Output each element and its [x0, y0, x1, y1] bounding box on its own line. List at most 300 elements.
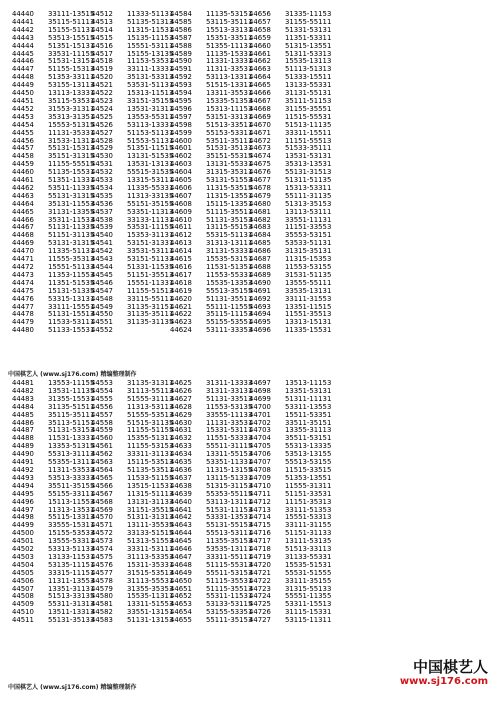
move-sequence: 13531-13131: [127, 160, 174, 169]
problem-number: 44555: [91, 394, 113, 403]
problem-number: 44488: [12, 434, 34, 443]
problem-number: 44571: [91, 521, 113, 530]
problem-number: 44696: [249, 326, 271, 335]
move-sequence: 33111-31155: [285, 521, 332, 530]
move-sequence: 31311-13333: [206, 379, 253, 387]
move-sequence: 13555-53311: [48, 537, 95, 546]
problem-number: 44524: [91, 104, 113, 113]
problem-number: 44512: [91, 10, 113, 18]
move-sequence: 13351-11515: [285, 302, 332, 311]
problem-number: 44447: [12, 65, 34, 74]
problem-number: 44521: [91, 81, 113, 90]
move-sequence: 11313-53113: [127, 402, 174, 411]
move-sequence: 13311-51553: [127, 600, 174, 609]
problem-number: 44474: [12, 278, 34, 287]
move-sequence: 51313-35153: [285, 199, 332, 208]
move-sequence: 55311-31313: [48, 600, 95, 609]
problem-number: 44536: [91, 199, 113, 208]
problem-number-column: [249, 11, 273, 335]
move-sequence: 11351-51535: [48, 278, 95, 287]
move-sequence: 31131-13355: [48, 207, 95, 216]
move-sequence: 51333-15511: [285, 73, 332, 82]
move-sequence: 11333-51131: [127, 10, 174, 18]
move-sequence: 31113-55531: [127, 576, 174, 585]
problem-number: 44647: [170, 552, 192, 561]
problem-number: 44472: [12, 263, 34, 271]
move-sequence: 53133-53115: [206, 600, 253, 609]
problem-number: 44518: [91, 57, 113, 66]
problem-number: 44445: [12, 49, 34, 58]
move-sequence: 35313-13531: [285, 160, 332, 169]
move-sequence: 15553-51315: [48, 120, 95, 129]
problem-number: 44496: [12, 497, 34, 506]
problem-number: 44645: [170, 537, 192, 546]
problem-number: 44561: [91, 442, 113, 451]
move-sequence: 11313-13531: [48, 505, 95, 514]
watermark-url: www.sj176.com: [399, 676, 488, 687]
watermark-logo: [400, 659, 488, 688]
move-sequence: 55111-35153: [206, 616, 253, 625]
move-sequence-column: [194, 10, 253, 335]
move-sequence: 15551-53111: [127, 41, 174, 50]
move-sequence: 33551-11131: [285, 215, 332, 224]
move-sequence: 13515-11531: [127, 481, 174, 490]
problem-number: 44476: [12, 294, 34, 303]
problem-number: 44498: [12, 513, 34, 522]
move-sequence: 53311-13553: [285, 402, 332, 411]
move-sequence: 15535-13353: [206, 278, 253, 287]
problem-number: 44497: [12, 505, 34, 514]
problem-number: 44508: [12, 592, 34, 601]
problem-number: 44566: [91, 481, 113, 490]
problem-number: 44463: [12, 191, 34, 200]
move-sequence: 31135-31151: [127, 302, 174, 311]
move-sequence: 53113-13111: [206, 497, 253, 506]
move-sequence: 31533-11311: [48, 136, 95, 145]
problem-number: 44475: [12, 286, 34, 295]
move-sequence-column: [115, 10, 174, 335]
problem-number: 44587: [170, 33, 192, 42]
move-sequence: 15551-11331: [127, 278, 174, 287]
move-sequence: 13511-13313: [48, 608, 95, 617]
move-sequence: 55155-33111: [48, 489, 95, 498]
problem-number: 44692: [249, 294, 271, 303]
problem-number: 44663: [249, 65, 271, 74]
move-sequence: 13131-55331: [206, 160, 253, 169]
problem-number: 44462: [12, 183, 34, 192]
problem-number: 44593: [170, 81, 192, 90]
problem-number: 44637: [170, 473, 192, 482]
move-sequence: 11553-55331: [206, 270, 253, 279]
move-sequence-column: [36, 379, 95, 625]
move-sequence: 31133-55331: [285, 552, 332, 561]
move-sequence: 35115-53531: [48, 96, 95, 105]
move-sequence: 33111-15551: [48, 302, 95, 311]
problem-number: 44598: [170, 120, 192, 129]
move-sequence: 11151-35313: [285, 497, 332, 506]
move-sequence: 55131-15313: [48, 144, 95, 153]
problem-number: 44584: [170, 10, 192, 18]
problem-number: 44624: [170, 326, 192, 335]
problem-number: 44519: [91, 65, 113, 74]
problem-number: 44444: [12, 41, 34, 50]
move-sequence: 13531-11135: [48, 386, 95, 395]
move-sequence: 13311-35531: [206, 89, 253, 98]
problem-number: 44613: [170, 239, 192, 248]
move-sequence-column: [273, 10, 332, 335]
problem-number: 44707: [249, 458, 271, 467]
move-sequence: 13131-51535: [127, 152, 174, 161]
move-sequence: 53513-15515: [48, 33, 95, 42]
move-sequence: 11135-53151: [206, 10, 253, 18]
move-sequence: 15131-51335: [48, 286, 95, 295]
problem-number: 44632: [170, 434, 192, 443]
move-sequence: 11155-51155: [127, 426, 174, 435]
problem-number: 44589: [170, 49, 192, 58]
problem-number: 44639: [170, 489, 192, 498]
problem-number: 44601: [170, 144, 192, 153]
move-sequence: 11531-13331: [48, 434, 95, 443]
problem-number: 44679: [249, 191, 271, 200]
problem-number: 44617: [170, 270, 192, 279]
move-sequence: 13553-11155: [48, 379, 95, 387]
move-sequence: 53151-31331: [127, 239, 174, 248]
problem-number: 44481: [12, 379, 34, 387]
move-sequence: 53135-11151: [48, 560, 95, 569]
move-sequence: 55513-35155: [206, 286, 253, 295]
move-sequence: 35115-11153: [206, 310, 253, 319]
problem-number: 44674: [249, 152, 271, 161]
problem-number: 44540: [91, 231, 113, 240]
problem-number: 44489: [12, 442, 34, 451]
problem-number: 44706: [249, 450, 271, 459]
problem-number: 44680: [249, 199, 271, 208]
problem-number: 44573: [91, 537, 113, 546]
move-sequence: 11335-55331: [127, 183, 174, 192]
problem-number: 44659: [249, 33, 271, 42]
page-footer-caption: 中国棋艺人 (www.sj176.com) 精编整理制作: [8, 684, 137, 691]
move-sequence: 55513-53111: [206, 529, 253, 538]
problem-number-column: [170, 11, 194, 335]
move-sequence: 51555-31113: [127, 394, 174, 403]
move-sequence: 33311-15511: [285, 128, 332, 137]
move-sequence: 55153-53311: [206, 128, 253, 137]
problem-number-column: [12, 11, 36, 335]
problem-number: 44682: [249, 215, 271, 224]
move-sequence: 51351-11331: [48, 176, 95, 185]
move-sequence: 51133-15531: [48, 326, 95, 335]
move-sequence: 15353-31131: [127, 231, 174, 240]
move-sequence: 31135-35111: [127, 310, 174, 319]
problem-number: 44580: [91, 592, 113, 601]
problem-number: 44527: [91, 128, 113, 137]
move-sequence: 15313-53311: [285, 183, 332, 192]
move-sequence: 15313-11513: [127, 89, 174, 98]
move-sequence: 31135-31311: [127, 379, 174, 387]
move-sequence: 13531-31311: [127, 104, 174, 113]
problem-number: 44666: [249, 89, 271, 98]
move-sequence: 51311-31313: [127, 513, 174, 522]
move-sequence: 51315-13551: [285, 41, 332, 50]
move-sequence: 51353-33111: [48, 73, 95, 82]
move-sequence: 11315-51113: [127, 489, 174, 498]
problem-number: 44458: [12, 152, 34, 161]
move-sequence: 31315-55133: [285, 584, 332, 593]
move-sequence: 13133-11531: [48, 552, 95, 561]
move-sequence: 15535-13113: [285, 57, 332, 66]
move-sequence: 11515-33515: [285, 465, 332, 474]
problem-number: 44642: [170, 513, 192, 522]
problem-number: 44656: [249, 10, 271, 18]
problem-number: 44661: [249, 49, 271, 58]
problem-number: 44560: [91, 434, 113, 443]
move-sequence: 51513-33113: [285, 545, 332, 554]
move-sequence: 51135-51313: [127, 17, 174, 26]
move-sequence: 55311-11531: [206, 592, 253, 601]
problem-number: 44652: [170, 592, 192, 601]
move-sequence: 35131-53313: [127, 73, 174, 82]
move-sequence: 51113-51313: [285, 65, 332, 74]
move-sequence: 55131-35133: [48, 616, 95, 625]
problem-number: 44528: [91, 136, 113, 145]
move-sequence: 33531-53111: [127, 247, 174, 256]
move-sequence: 51115-35511: [206, 207, 253, 216]
move-sequence: 51115-35513: [206, 584, 253, 593]
problem-number: 44569: [91, 505, 113, 514]
problem-number: 44480: [12, 326, 34, 335]
problem-number: 44504: [12, 560, 34, 569]
move-sequence: 11135-15331: [206, 49, 253, 58]
problem-number: 44669: [249, 112, 271, 121]
move-sequence: 15513-33131: [206, 25, 253, 34]
problem-number: 44441: [12, 17, 34, 26]
move-sequence: 33133-11131: [127, 215, 174, 224]
problem-number: 44643: [170, 521, 192, 530]
move-sequence: 51315-31153: [206, 481, 253, 490]
move-sequence: 51531-11153: [206, 505, 253, 514]
problem-number: 44553: [91, 379, 113, 387]
problem-number: 44609: [170, 207, 192, 216]
move-sequence: 11551-53333: [206, 434, 253, 443]
move-sequence: 11335-51131: [48, 247, 95, 256]
move-sequence: 33151-35155: [127, 96, 174, 105]
problem-number: 44510: [12, 608, 34, 617]
problem-number: 44673: [249, 144, 271, 153]
problem-number: 44623: [170, 318, 192, 327]
problem-number-column: [12, 380, 36, 625]
move-sequence: 55131-55153: [206, 521, 253, 530]
move-sequence: 33111-51353: [285, 505, 332, 514]
move-sequence: 53535-13111: [206, 545, 253, 554]
move-sequence: 13313-15131: [285, 318, 332, 327]
move-sequence: 11151-33553: [285, 223, 332, 232]
problem-number: 44586: [170, 25, 192, 34]
move-sequence: 55111-31135: [285, 191, 332, 200]
problem-number: 44675: [249, 160, 271, 169]
move-sequence: 53131-31315: [48, 239, 95, 248]
move-sequence: 55151-35155: [127, 199, 174, 208]
problem-number: 44720: [249, 560, 271, 569]
problem-number: 44532: [91, 168, 113, 177]
problem-number: 44517: [91, 49, 113, 58]
problem-number: 44525: [91, 112, 113, 121]
problem-number: 44658: [249, 25, 271, 34]
problem-number: 44653: [170, 600, 192, 609]
move-sequence: 51513-33511: [206, 120, 253, 129]
problem-number: 44579: [91, 584, 113, 593]
problem-number: 44722: [249, 576, 271, 585]
problem-number: 44494: [12, 481, 34, 490]
problem-number: 44633: [170, 442, 192, 451]
move-sequence: 53111-33353: [206, 326, 253, 335]
problem-number: 44665: [249, 81, 271, 90]
problem-number: 44549: [91, 302, 113, 311]
problem-number: 44612: [170, 231, 192, 240]
move-sequence: 13553-55311: [127, 112, 174, 121]
move-sequence: 15355-51311: [127, 434, 174, 443]
move-sequence: 11533-53111: [48, 318, 95, 327]
move-sequence: 15313-11153: [206, 104, 253, 113]
move-sequence: 53115-11311: [285, 616, 332, 625]
problem-number: 44541: [91, 239, 113, 248]
problem-number: 44575: [91, 552, 113, 561]
move-sequence: 15511-53351: [285, 410, 332, 419]
problem-number: 44461: [12, 176, 34, 185]
move-sequence: 33311-53111: [127, 545, 174, 554]
problem-number: 44520: [91, 73, 113, 82]
move-sequence: 15115-53513: [127, 458, 174, 467]
move-sequence: 55115-13313: [48, 513, 95, 522]
problem-number: 44628: [170, 402, 192, 411]
move-sequence: 55355-13111: [48, 458, 95, 467]
problem-number-column: [170, 380, 194, 625]
move-sequence: 15335-51353: [206, 96, 253, 105]
move-sequence: 33535-13131: [285, 286, 332, 295]
move-sequence: 11533-51155: [127, 473, 174, 482]
move-sequence: 15155-13135: [127, 49, 174, 58]
move-sequence: 35115-35111: [48, 410, 95, 419]
move-sequence: 51115-35531: [206, 576, 253, 585]
problem-number: 44622: [170, 310, 192, 319]
move-sequence: 13113-53111: [285, 207, 332, 216]
move-sequence: 31311-33131: [206, 386, 253, 395]
move-sequence: 15113-11553: [48, 497, 95, 506]
problem-number: 44490: [12, 450, 34, 459]
problem-number: 44620: [170, 294, 192, 303]
problem-number: 44710: [249, 481, 271, 490]
move-sequence: 11155-51513: [127, 286, 174, 295]
move-sequence-column: [36, 10, 95, 335]
problem-number: 44599: [170, 128, 192, 137]
problem-number: 44502: [12, 545, 34, 554]
problem-number: 44711: [249, 489, 271, 498]
problem-number: 44606: [170, 183, 192, 192]
problem-number: 44568: [91, 497, 113, 506]
move-sequence: 31553-31311: [48, 104, 95, 113]
problem-number: 44684: [249, 231, 271, 240]
problem-number: 44705: [249, 442, 271, 451]
problem-number: 44570: [91, 513, 113, 522]
problem-number-column: [91, 11, 115, 335]
problem-number: 44651: [170, 584, 192, 593]
move-sequence: 11315-13155: [206, 465, 253, 474]
problem-number: 44660: [249, 41, 271, 50]
move-sequence-column: [194, 379, 253, 625]
move-sequence: 51311-51135: [285, 176, 332, 185]
problem-number: 44671: [249, 128, 271, 137]
problem-number: 44716: [249, 529, 271, 538]
move-sequence: 35151-31315: [48, 152, 95, 161]
move-sequence: 55511-53153: [206, 568, 253, 577]
move-sequence: 11531-51351: [206, 263, 253, 271]
move-sequence: 33311-31131: [127, 450, 174, 459]
problem-number: 44597: [170, 112, 192, 121]
move-sequence: 51331-53131: [285, 25, 332, 34]
move-sequence: 51151-33531: [285, 489, 332, 498]
problem-number: 44485: [12, 410, 34, 419]
problem-number: 44531: [91, 160, 113, 169]
move-sequence: 11313-33135: [127, 191, 174, 200]
move-sequence: 51353-13551: [285, 473, 332, 482]
move-sequence: 31131-53331: [206, 247, 253, 256]
problem-number: 44500: [12, 529, 34, 538]
move-sequence: 11335-15531: [285, 326, 332, 335]
problem-number: 44715: [249, 521, 271, 530]
move-sequence: 35313-31351: [48, 112, 95, 121]
move-sequence: 15331-53111: [206, 426, 253, 435]
move-sequence: 31113-53353: [127, 552, 174, 561]
watermark-title: 中国棋艺人: [412, 658, 488, 676]
move-sequence: 13115-55153: [206, 223, 253, 232]
problem-number: 44721: [249, 568, 271, 577]
move-sequence: 31151-35515: [127, 505, 174, 514]
problem-number: 44484: [12, 402, 34, 411]
move-sequence: 33111-13331: [127, 65, 174, 74]
problem-number: 44557: [91, 410, 113, 419]
page-footer-caption: 中国棋艺人 (www.sj176.com) 精编整理制作: [8, 371, 137, 378]
problem-number: 44712: [249, 497, 271, 506]
problem-number: 44491: [12, 458, 34, 467]
move-sequence: 31335-11153: [285, 10, 332, 18]
problem-number: 44664: [249, 73, 271, 82]
move-sequence: 13531-53131: [285, 152, 332, 161]
move-sequence: 33531-11155: [48, 49, 95, 58]
problem-number: 44603: [170, 160, 192, 169]
problem-number: 44646: [170, 545, 192, 554]
move-sequence: 11555-31311: [285, 481, 332, 490]
move-sequence: 11351-53311: [285, 33, 332, 42]
move-sequence: 51131-35153: [206, 215, 253, 224]
move-sequence: 33111-13515: [48, 10, 95, 18]
problem-number: 44552: [91, 326, 113, 335]
problem-number: 44516: [91, 41, 113, 50]
problem-number-column: [249, 380, 273, 625]
problem-number: 44526: [91, 120, 113, 129]
problem-number: 44602: [170, 152, 192, 161]
problem-number: 44727: [249, 616, 271, 625]
problem-number: 44621: [170, 302, 192, 311]
problem-number: 44577: [91, 568, 113, 577]
move-sequence: 33311-55111: [206, 552, 253, 561]
problem-number: 44685: [249, 239, 271, 248]
problem-number: 44634: [170, 450, 192, 459]
move-sequence: 11155-55515: [48, 160, 95, 169]
problem-number: 44694: [249, 310, 271, 319]
problem-number: 44608: [170, 199, 192, 208]
move-sequence: 51151-31133: [285, 529, 332, 538]
move-sequence: 53533-51131: [285, 239, 332, 248]
problem-number: 44495: [12, 489, 34, 498]
